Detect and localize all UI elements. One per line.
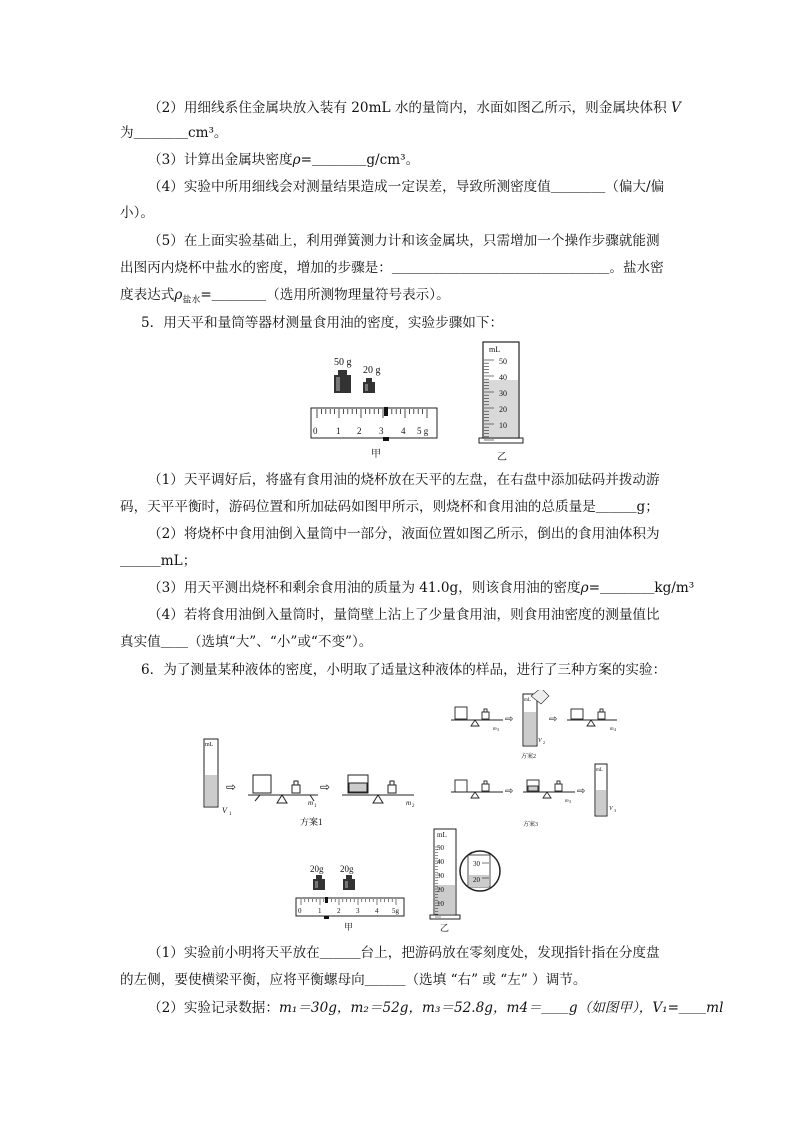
balance-icon bbox=[451, 707, 503, 726]
q4-part2-line1: （2）用细线系住金属块放入装有 20mL 水的量筒内，水面如图乙所示，则金属块体积 V bbox=[148, 100, 681, 116]
q6-part1-line1: （1）实验前小明将天平放在＿＿＿台上，把游码放在零刻度处，发现指针指在分度盘 bbox=[148, 945, 660, 961]
svg-text:2: 2 bbox=[357, 426, 362, 436]
svg-text:1: 1 bbox=[336, 426, 341, 436]
svg-text:V: V bbox=[222, 806, 227, 815]
q6-figure-yi bbox=[428, 825, 503, 935]
balance-icon bbox=[451, 780, 503, 798]
q5-weight-50-label: 50 g bbox=[334, 357, 352, 368]
svg-text:3: 3 bbox=[614, 808, 616, 813]
weight-20g-icon bbox=[363, 378, 375, 393]
q4-part4-line2: 小）。 bbox=[120, 205, 154, 221]
q5-figure-yi bbox=[475, 340, 535, 465]
q5-part3: （3）用天平测出烧杯和剩余食用油的质量为 41.0g，则该食用油的密度ρ=＿＿＿＿kg/m³ bbox=[148, 580, 695, 596]
svg-text:20: 20 bbox=[437, 886, 444, 894]
svg-text:10: 10 bbox=[499, 421, 507, 430]
q4-part5-line1: （5）在上面实验基础上，利用弹簧测力计和该金属块，只需增加一个操作步骤就能测 bbox=[148, 233, 660, 249]
svg-text:2: 2 bbox=[337, 907, 341, 915]
svg-text:3: 3 bbox=[497, 727, 499, 732]
rider-marker bbox=[384, 407, 388, 416]
svg-text:30: 30 bbox=[437, 872, 444, 880]
svg-text:20g: 20g bbox=[340, 864, 354, 874]
svg-text:m: m bbox=[308, 799, 314, 807]
q5-part1-line2: 码，天平平衡时，游码位置和所加砝码如图甲所示，则烧杯和食用油的总质量是＿＿＿g； bbox=[120, 499, 659, 515]
q5-part2-line2: ＿＿＿mL； bbox=[120, 553, 197, 569]
q5-part1-line1: （1）天平调好后，将盛有食用油的烧杯放在天平的左盘，在右盘中添加砝码并拨动游 bbox=[148, 472, 660, 488]
plan1-caption: 方案1 bbox=[300, 817, 323, 827]
svg-text:2: 2 bbox=[543, 740, 545, 745]
svg-text:30: 30 bbox=[499, 389, 507, 398]
plan2-caption: 方案2 bbox=[521, 754, 537, 760]
svg-text:40: 40 bbox=[437, 858, 444, 866]
arrow-icon: ⇨ bbox=[320, 780, 331, 794]
svg-text:10: 10 bbox=[437, 900, 444, 908]
q6-plan2-figure bbox=[445, 690, 675, 760]
svg-text:5g: 5g bbox=[392, 907, 399, 915]
svg-text:5 g: 5 g bbox=[417, 426, 429, 436]
svg-text:20g: 20g bbox=[310, 864, 324, 874]
svg-text:mL: mL bbox=[524, 698, 531, 703]
svg-text:40: 40 bbox=[499, 373, 507, 382]
svg-text:3: 3 bbox=[379, 426, 384, 436]
q6-title: 6．为了测量某种液体的密度，小明取了适量这种液体的样品，进行了三种方案的实验： bbox=[141, 662, 667, 678]
arrow-icon: ⇨ bbox=[505, 714, 514, 725]
svg-text:V: V bbox=[538, 738, 542, 744]
svg-text:m: m bbox=[610, 727, 614, 732]
svg-text:m: m bbox=[565, 799, 569, 804]
rider-marker bbox=[325, 897, 328, 903]
balance-icon bbox=[567, 709, 617, 726]
q6-plan3-figure bbox=[445, 760, 675, 830]
arrow-icon: ⇨ bbox=[577, 786, 586, 797]
svg-text:30: 30 bbox=[473, 860, 480, 868]
q6-part2: （2）实验记录数据：m₁＝30g，m₂＝52g，m₃＝52.8g，m4＝＿＿g（如图甲），V₁=＿＿ml bbox=[148, 1000, 724, 1016]
svg-text:50: 50 bbox=[499, 357, 507, 366]
q6-figure-jia bbox=[292, 862, 407, 934]
svg-text:4: 4 bbox=[614, 727, 616, 732]
svg-text:m: m bbox=[406, 799, 412, 807]
weight-20g-icon bbox=[343, 875, 355, 890]
q6-plan1-figure bbox=[200, 735, 432, 827]
weight-20g-icon bbox=[313, 875, 325, 890]
balance-icon bbox=[523, 780, 575, 798]
svg-text:0: 0 bbox=[313, 426, 318, 436]
q6-part1-line2: 的左侧，要使横梁平衡，应将平衡螺母向＿＿＿（选填 “右” 或 “左” ）调节。 bbox=[120, 972, 587, 988]
arrow-icon: ⇨ bbox=[549, 714, 558, 725]
q4-part5-line3: 度表达式$\rho_{盐水}=\_\_\_\_$（选用所测物理量符号表示）。 bbox=[120, 287, 450, 306]
svg-text:mL: mL bbox=[205, 742, 214, 748]
svg-text:50: 50 bbox=[437, 844, 444, 852]
weight-50g-icon bbox=[334, 370, 351, 393]
q5-figure-jia bbox=[305, 352, 445, 464]
q5-part4-line2: 真实值＿＿（选填“大”、“小”或“不变”）。 bbox=[120, 634, 373, 650]
q6-caption-yi: 乙 bbox=[440, 923, 450, 933]
svg-text:V: V bbox=[609, 806, 613, 812]
scale-ticks bbox=[317, 409, 427, 418]
svg-text:1: 1 bbox=[318, 907, 322, 915]
svg-text:4: 4 bbox=[401, 426, 406, 436]
svg-text:1: 1 bbox=[229, 812, 232, 817]
svg-text:mL: mL bbox=[489, 345, 501, 354]
svg-text:4: 4 bbox=[375, 907, 379, 915]
q5-part2-line1: （2）将烧杯中食用油倒入量筒中一部分，液面位置如图乙所示，倒出的食用油体积为 bbox=[148, 526, 660, 542]
plan3-caption: 方案3 bbox=[523, 822, 539, 828]
svg-text:3: 3 bbox=[356, 907, 360, 915]
svg-text:0: 0 bbox=[298, 907, 302, 915]
q5-caption-jia: 甲 bbox=[371, 449, 381, 460]
q6-caption-jia: 甲 bbox=[344, 922, 354, 932]
q4-part2-line2: 为＿＿＿＿cm³。 bbox=[120, 125, 228, 141]
svg-text:1: 1 bbox=[314, 804, 317, 809]
svg-text:mL: mL bbox=[596, 768, 603, 773]
svg-text:20: 20 bbox=[473, 876, 480, 884]
q4-part4-line1: （4）实验中所用细线会对测量结果造成一定误差，导致所测密度值＿＿＿＿（偏大/偏 bbox=[148, 179, 665, 195]
svg-text:20: 20 bbox=[499, 405, 507, 414]
svg-text:2: 2 bbox=[412, 804, 415, 809]
svg-text:m: m bbox=[493, 727, 497, 732]
arrow-icon: ⇨ bbox=[226, 780, 237, 794]
q4-part5-line2: 出图丙内烧杯中盐水的密度，增加的步骤是：＿＿＿＿＿＿＿＿＿＿＿＿＿＿＿＿。盐水密 bbox=[120, 260, 664, 276]
q5-weight-20-label: 20 g bbox=[363, 365, 381, 376]
q5-title: 5．用天平和量筒等器材测量食用油的密度，实验步骤如下： bbox=[141, 315, 504, 331]
svg-text:mL: mL bbox=[437, 831, 447, 839]
q5-part4-line1: （4）若将食用油倒入量筒时，量筒壁上沾上了少量食用油，则食用油密度的测量值比 bbox=[148, 607, 660, 623]
arrow-icon: ⇨ bbox=[505, 786, 514, 797]
q5-caption-yi: 乙 bbox=[497, 452, 507, 463]
svg-text:3: 3 bbox=[569, 799, 571, 804]
balance-icon bbox=[342, 775, 414, 803]
q4-part3: （3）计算出金属块密度ρ=＿＿＿＿g/cm³。 bbox=[148, 152, 420, 168]
